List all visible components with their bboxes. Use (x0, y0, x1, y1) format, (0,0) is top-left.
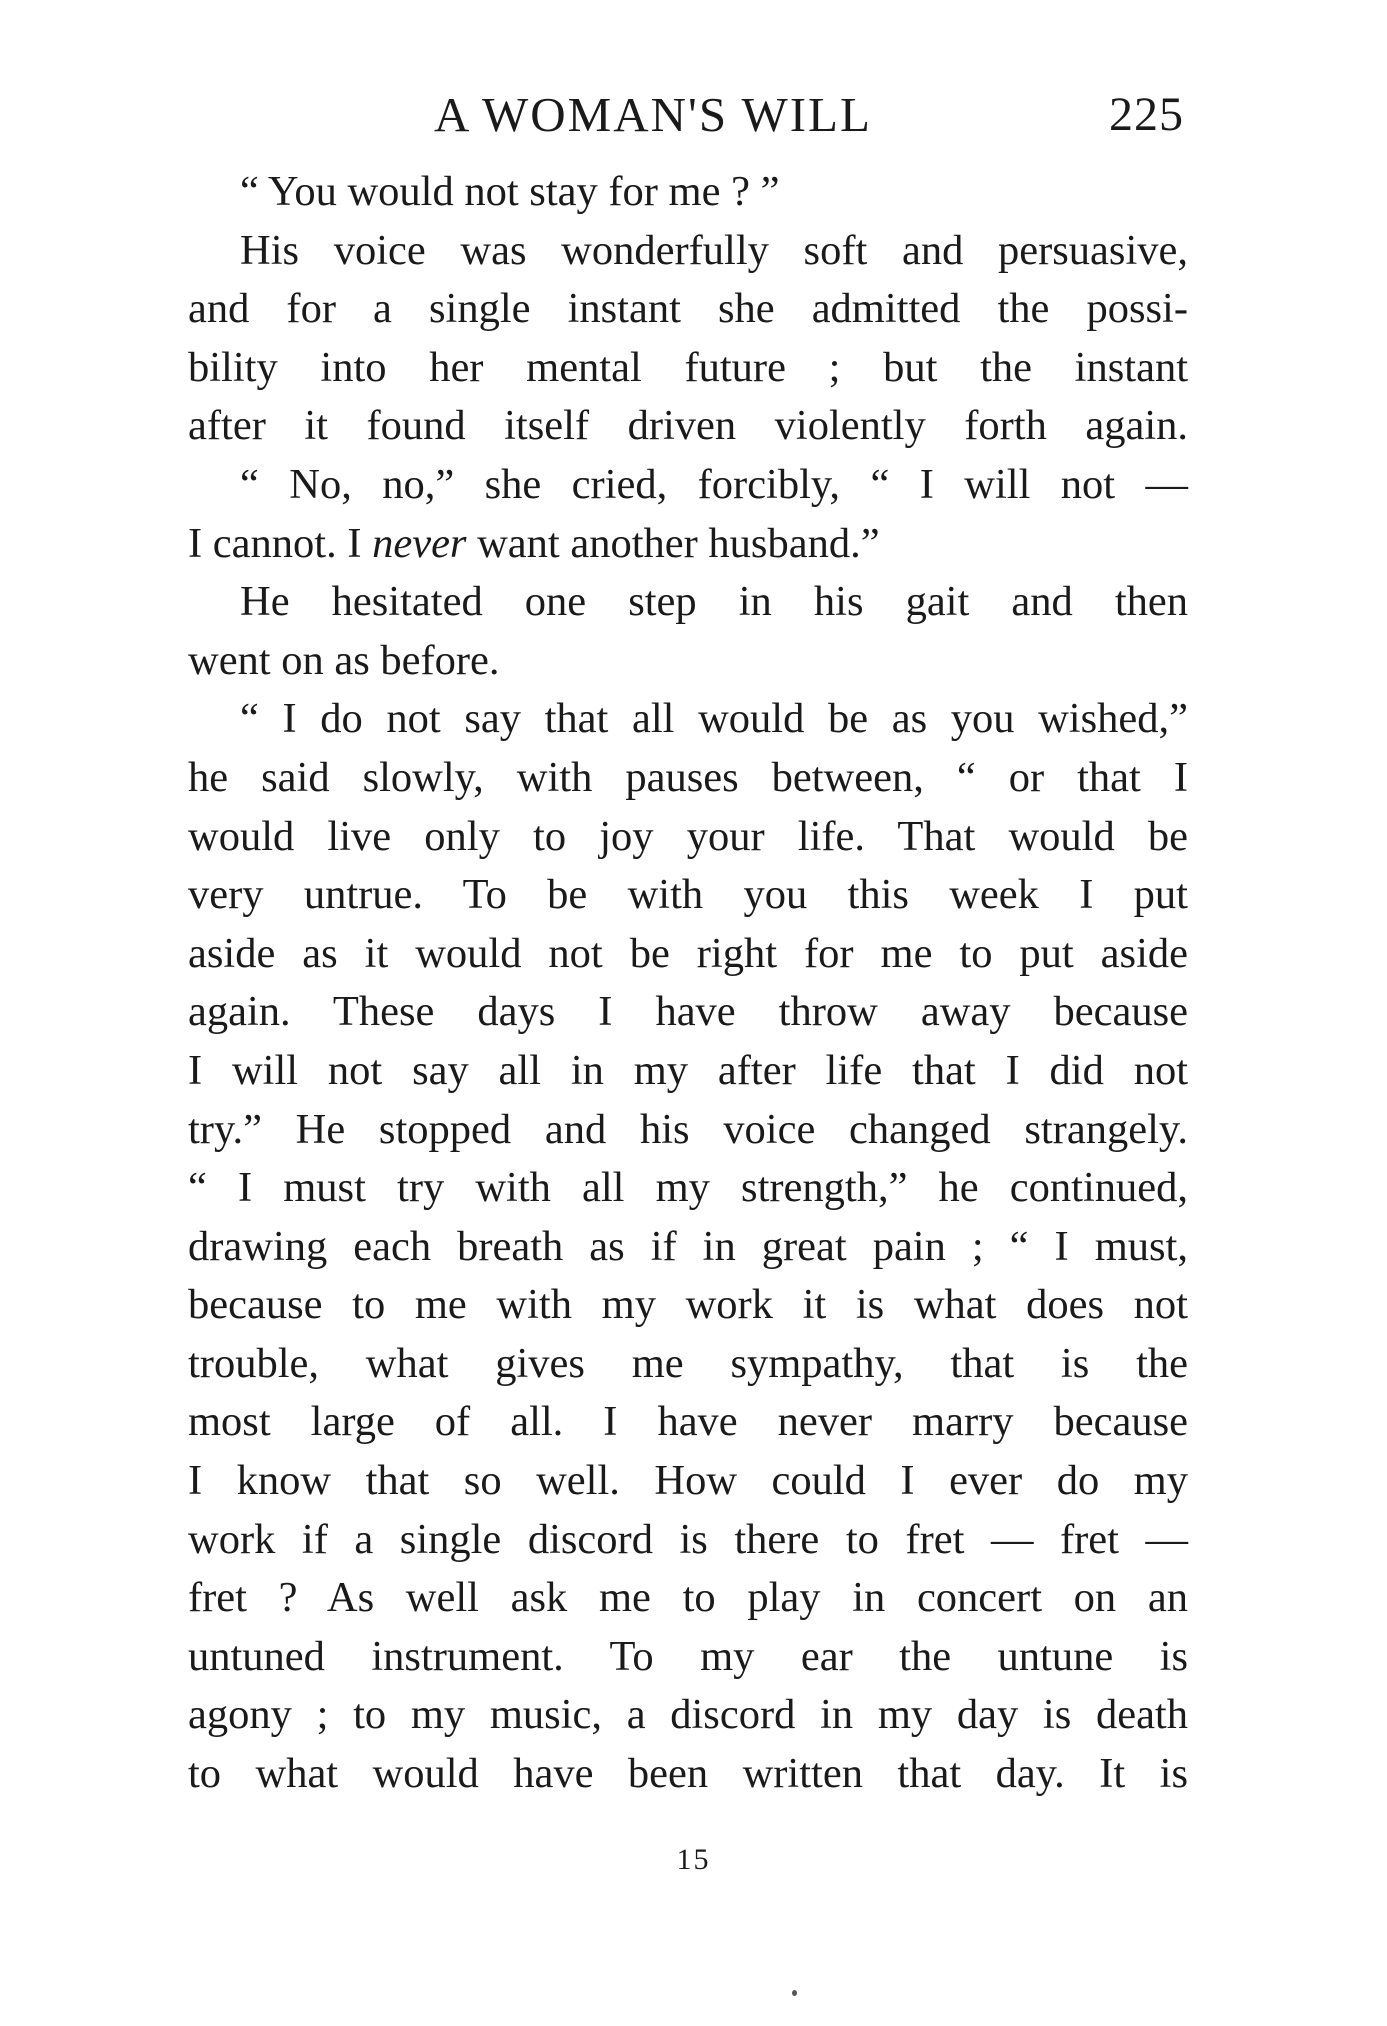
text-line: “ I do not say that all would be as you wished,” (240, 695, 1188, 743)
text-line: “ I must try with all my strength,” he continued, (188, 1164, 1188, 1212)
text-line: to what would have been written that day. It is (188, 1750, 1188, 1798)
body-text (188, 163, 1188, 1804)
text-line: His voice was wonderfully soft and persuasive, (240, 226, 1188, 274)
text-line: I will not say all in my after life that I did not (188, 1046, 1188, 1094)
text-line: drawing each breath as if in great pain ; “ I must, (188, 1222, 1188, 1270)
text-line: fret ? As well ask me to play in concert on an (188, 1574, 1188, 1622)
text-line: and for a single instant she admitted the possi- (188, 285, 1188, 333)
text-line: work if a single discord is there to fret — fret — (188, 1515, 1188, 1563)
text-line: agony ; to my music, a discord in my day is death (188, 1691, 1188, 1739)
text-line: trouble, what gives me sympathy, that is the (188, 1339, 1188, 1387)
text-line: untuned instrument. To my ear the untune is (188, 1632, 1188, 1680)
text-line: aside as it would not be right for me to put aside (188, 929, 1188, 977)
signature-mark: 15 (676, 1843, 711, 1876)
text-line: went on as before. (188, 636, 500, 684)
text-line: try.” He stopped and his voice changed strangely. (188, 1105, 1188, 1153)
text-line: He hesitated one step in his gait and then (240, 578, 1188, 626)
text-line: because to me with my work it is what does not (188, 1281, 1188, 1329)
text-line: after it found itself driven violently forth again. (188, 402, 1188, 450)
text-line: “ You would not stay for me ? ” (240, 168, 780, 215)
text-line: he said slowly, with pauses between, “ or that I (188, 753, 1188, 801)
text-line: I know that so well. How could I ever do my (188, 1457, 1188, 1505)
text-line: very untrue. To be with you this week I put (188, 871, 1188, 919)
text-line: most large of all. I have never marry because (188, 1398, 1188, 1446)
text-line: I cannot. I never want another husband.” (188, 519, 880, 567)
text-line: bility into her mental future ; but the instant (188, 343, 1188, 391)
text-line: again. These days I have throw away because (188, 988, 1188, 1036)
running-title: A WOMAN'S WILL (434, 87, 872, 142)
ink-speck (792, 1990, 797, 1996)
running-header (188, 80, 1188, 150)
text-line: “ No, no,” she cried, forcibly, “ I will not — (240, 460, 1188, 508)
page-number: 225 (1109, 88, 1184, 141)
emphasis: never (372, 519, 467, 567)
text-line: would live only to joy your life. That would be (188, 812, 1188, 860)
